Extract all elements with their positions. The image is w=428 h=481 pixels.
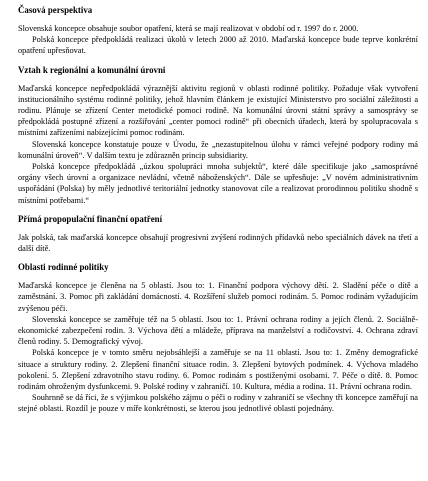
- paragraph-polish-regional: Polská koncepce předpokládá „úzkou spolupráci mnoha subjektů“, které dále specifikuje jako „samosprávné orgány všech úrovní a organizace nevládní, včetně náboženských“. Dále se upřesňuje: „V novém administrativním uspořádání (Polska) by měly jednotlivé teritoriální jednotky stanovovat cíle a realizovat prorodinnou politiku shodně s místními potřebami.“: [18, 162, 418, 205]
- paragraph-polish-areas: Polská koncepce je v tomto směru nejobsáhlejší a zaměřuje se na 11 oblastí. Jsou to: 1. Změny demografické situace a struktury rodiny. 2. Zlepšení finanční situace rodin. 3. Zlepšení bytových podmínek. 4. Výchova mladého pokolení. 5. Zlepšení zdravotního stavu rodiny. 6. Pomoc rodinám s postiženými osobami. 7. Péče o dítě. 8. Pomoc rodinám ohroženým dysfunkcemi. 9. Polské rodiny v zahraničí. 10. Kultura, média a rodina. 11. Právní ochrana rodin.: [18, 348, 418, 392]
- paragraph-polish-time: Polská koncepce předpokládá realizaci úkolů v letech 2000 až 2010. Maďarská koncepce bude teprve konkrétní opatření upřesňovat.: [18, 35, 418, 56]
- paragraph-slovak-areas: Slovenská koncepce se zaměřuje též na 5 oblastí. Jsou to: 1. Právní ochrana rodiny a jejích členů. 2. Sociálně-ekonomické zabezpečení rodin. 3. Výchova dětí a mládeže, příprava na manželství a rodičovství. 4. Ochrana zdraví členů rodiny. 5. Demografický vývoj.: [18, 314, 418, 347]
- paragraph-summary: Souhrnně se dá říci, že s výjimkou polského zájmu o péči o rodiny v zahraničí se všechny tři koncepce zaměřují na stejné oblasti. Rozdíl je pouze v míře konkrétnosti, se kterou jsou jednotlivé oblasti pojednány.: [18, 393, 418, 414]
- paragraph-hungarian-areas: Maďarská koncepce je členěna na 5 oblastí. Jsou to: 1. Finanční podpora výchovy dětí. 2. Sladění péče o dítě a zaměstnání. 3. Pomoc při zakládání domácností. 4. Rozšíření služeb pomoci rodinám. 5. Pomoc rodinám vyžadujícím zvýšenou péči.: [18, 281, 418, 313]
- paragraph-slovak-regional: Slovenská koncepce konstatuje pouze v Úvodu, že „nezastupitelnou úlohu v rámci veřejné podpory rodiny má komunální úroveň“. V dalším textu je zdůrazněn princip subsidiarity.: [18, 139, 418, 160]
- paragraph-slovak-time: Slovenská koncepce obsahuje soubor opatření, která se mají realizovat v období od r. 1997 do r. 2000.: [18, 24, 359, 33]
- paragraph-pronatal-measures: Jak polská, tak maďarská koncepce obsahují progresivní zvýšení rodinných přídavků nebo speciálních dávek na třetí a další dítě.: [18, 232, 418, 254]
- section-heading-pronatal-measures: Přímá propopulační finanční opatření: [18, 213, 163, 224]
- section-heading-regional-level: Vztah k regionální a komunální úrovni: [18, 64, 166, 75]
- section-heading-time-perspective: Časová perspektiva: [18, 5, 93, 15]
- paragraph-hungarian-regional: Maďarská koncepce nepředpokládá výraznější aktivitu regionů v oblasti rodinné politiky. Požaduje však vytvoření institucionálního systému rodinné politiky, jehož hlavním článkem je existující Ministerstvo pro sociální záležitosti a rodinu. Plánuje se zřízení Center metodické pomoci rodině. Na komunální úrovni státní správy a samosprávy se předpokládá postupné zřízení a rozšiřování „center pomoci rodině“ při obecních úřadech, která by spolupracovala s místními zařízeními nabízejícími pomoc rodinám.: [18, 83, 418, 138]
- section-heading-policy-areas: Oblasti rodinné politiky: [18, 262, 109, 273]
